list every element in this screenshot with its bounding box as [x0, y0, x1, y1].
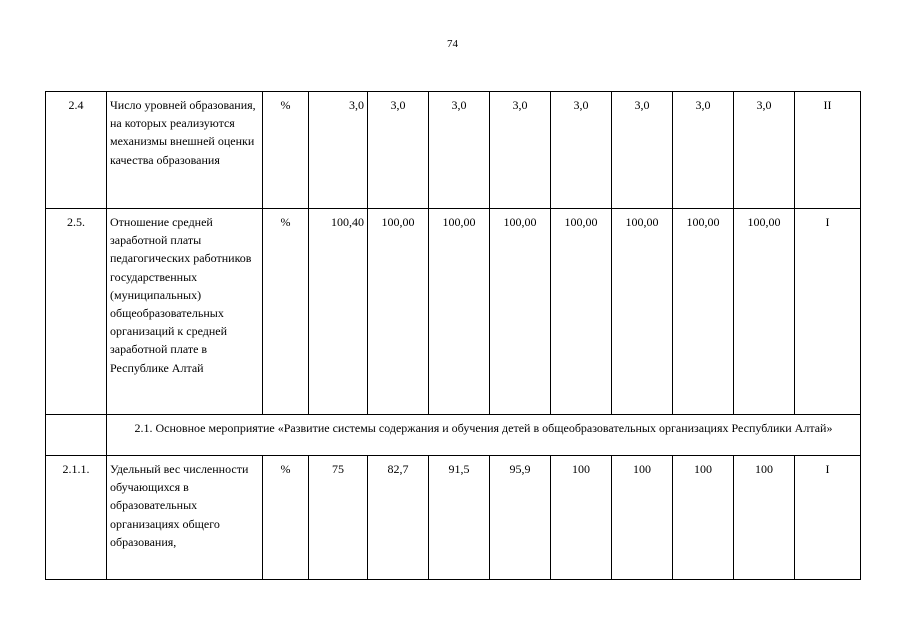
- page-number: 74: [447, 38, 458, 50]
- value-cell: 95,9: [490, 456, 551, 580]
- value-cell: 3,0: [673, 92, 734, 209]
- row-number: 2.1.1.: [46, 456, 107, 580]
- value-cell: 100,00: [490, 209, 551, 415]
- table-row: [46, 92, 861, 209]
- unit-cell: %: [263, 209, 309, 415]
- empty-cell: [46, 415, 107, 456]
- value-cell: 100: [551, 456, 612, 580]
- section-heading: 2.1. Основное мероприятие «Развитие системы содержания и обучения детей в общеобразовательных организациях Республики Алтай»: [107, 415, 861, 456]
- table-row: [46, 209, 861, 415]
- value-cell: 3,0: [309, 92, 368, 209]
- value-cell: 100,00: [551, 209, 612, 415]
- section-row: [46, 415, 861, 456]
- value-cell: 100,00: [612, 209, 673, 415]
- value-cell: 82,7: [368, 456, 429, 580]
- status-cell: I: [795, 456, 861, 580]
- unit-cell: %: [263, 456, 309, 580]
- status-cell: II: [795, 92, 861, 209]
- value-cell: 100,00: [429, 209, 490, 415]
- unit-cell: %: [263, 92, 309, 209]
- value-cell: 91,5: [429, 456, 490, 580]
- value-cell: 100: [612, 456, 673, 580]
- value-cell: 3,0: [368, 92, 429, 209]
- value-cell: 3,0: [429, 92, 490, 209]
- value-cell: 100: [734, 456, 795, 580]
- value-cell: 100: [673, 456, 734, 580]
- indicator-name: Отношение средней заработной платы педагогических работников государственных (муниципальных) общеобразовательных организаций к средней заработной плате в Республике Алтай: [107, 209, 263, 415]
- value-cell: 3,0: [734, 92, 795, 209]
- value-cell: 100,00: [673, 209, 734, 415]
- status-cell: I: [795, 209, 861, 415]
- indicator-name: Число уровней образования, на которых реализуются механизмы внешней оценки качества образования: [107, 92, 263, 209]
- value-cell: 100,00: [734, 209, 795, 415]
- value-cell: 100,40: [309, 209, 368, 415]
- indicator-name: Удельный вес численности обучающихся в образовательных организациях общего образования,: [107, 456, 263, 580]
- indicators-table: [45, 91, 861, 580]
- table-row: [46, 456, 861, 580]
- row-number: 2.4: [46, 92, 107, 209]
- value-cell: 3,0: [612, 92, 673, 209]
- value-cell: 3,0: [490, 92, 551, 209]
- value-cell: 75: [309, 456, 368, 580]
- value-cell: 100,00: [368, 209, 429, 415]
- value-cell: 3,0: [551, 92, 612, 209]
- row-number: 2.5.: [46, 209, 107, 415]
